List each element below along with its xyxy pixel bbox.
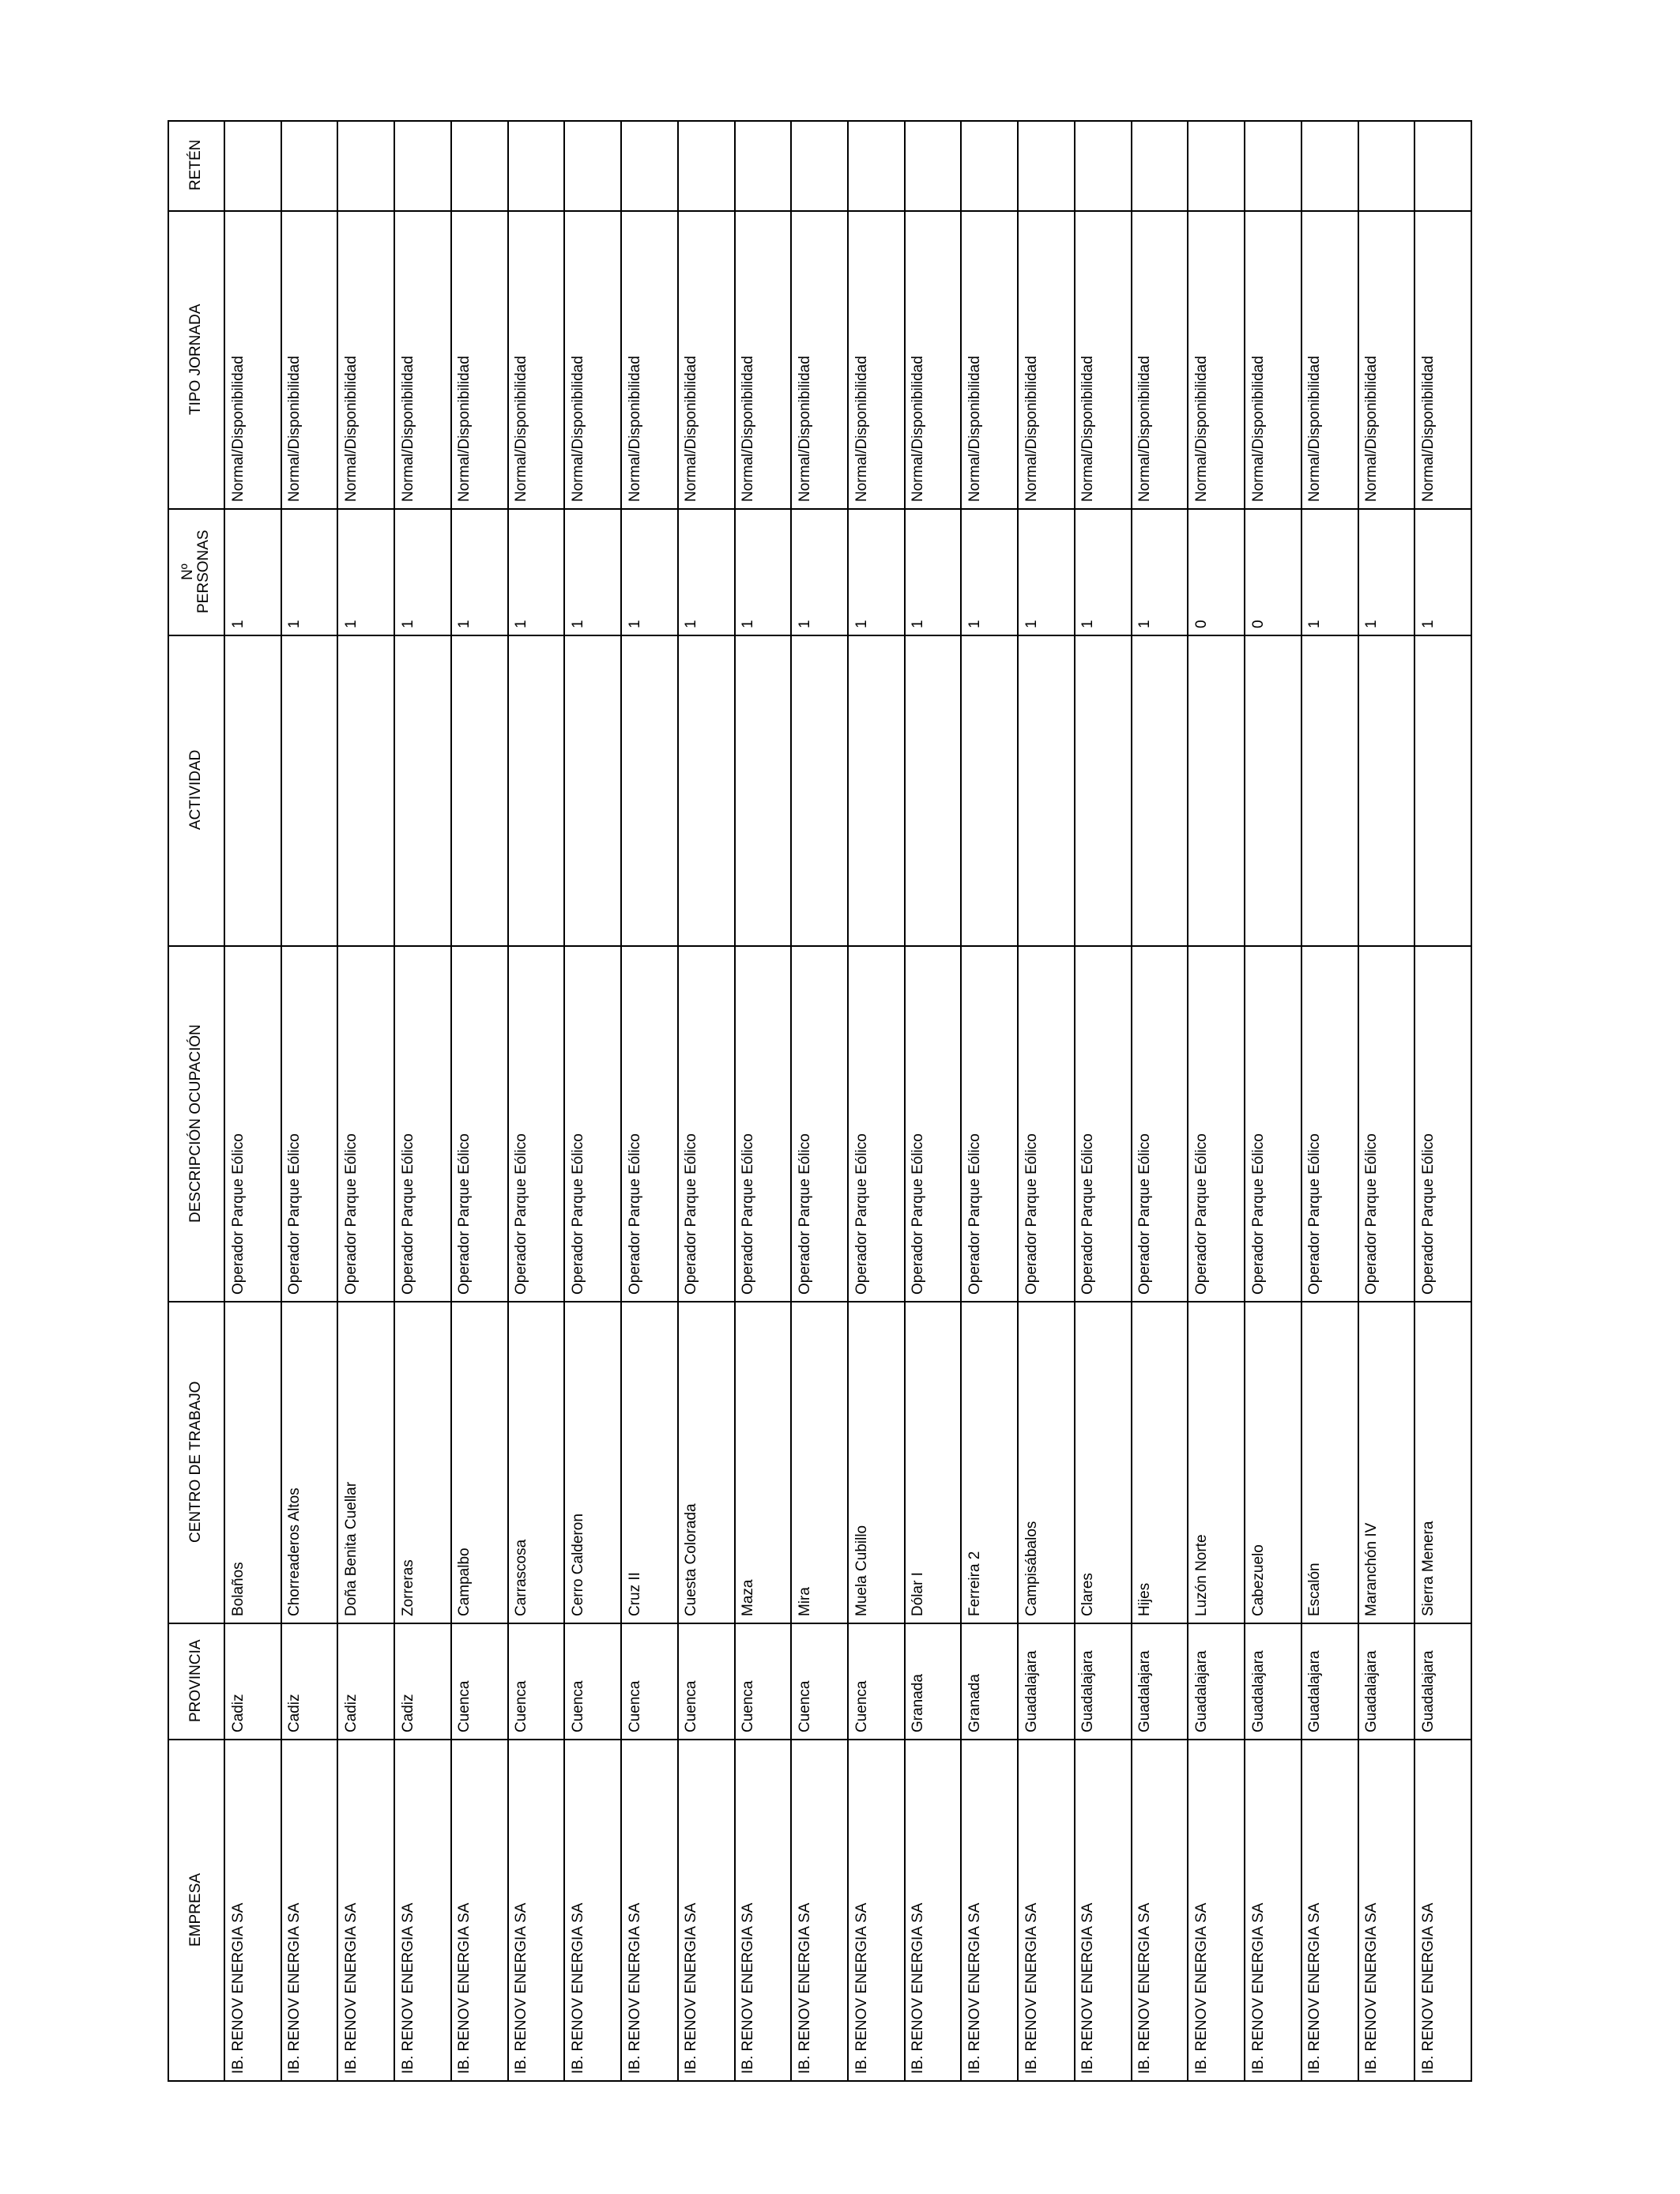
column-separator: [168, 635, 1471, 636]
header-descripcion: DESCRIPCIÓN OCUPACIÓN: [187, 1024, 204, 1223]
cell-centro: Maza: [740, 1579, 756, 1616]
cell-personas: 1: [797, 620, 813, 628]
row-separator: [337, 120, 338, 2080]
cell-tipo-jornada: Normal/Disponibilidad: [513, 356, 529, 502]
cell-personas: 1: [966, 620, 983, 628]
cell-tipo-jornada: Normal/Disponibilidad: [1363, 356, 1380, 502]
cell-tipo-jornada: Normal/Disponibilidad: [230, 356, 247, 502]
cell-provincia: Cuenca: [740, 1680, 756, 1732]
column-separator: [168, 1623, 1471, 1624]
cell-tipo-jornada: Normal/Disponibilidad: [740, 356, 756, 502]
cell-personas: 0: [1250, 620, 1267, 628]
cell-descripcion: Operador Parque Eólico: [230, 1133, 247, 1295]
cell-centro: Zorreras: [400, 1559, 416, 1616]
cell-descripcion: Operador Parque Eólico: [1193, 1133, 1210, 1295]
cell-tipo-jornada: Normal/Disponibilidad: [627, 356, 643, 502]
cell-descripcion: Operador Parque Eólico: [966, 1133, 983, 1295]
cell-provincia: Cuenca: [797, 1680, 813, 1732]
cell-centro: Chorreaderos Altos: [286, 1487, 303, 1616]
cell-centro: Cabezuelo: [1250, 1544, 1267, 1616]
cell-centro: Luzón Norte: [1193, 1534, 1210, 1616]
row-separator: [847, 120, 849, 2080]
cell-personas: 1: [286, 620, 303, 628]
row-separator: [1414, 120, 1415, 2080]
header-personas-line2: PERSONAS: [195, 530, 212, 613]
table-border-bottom: [168, 2080, 1471, 2082]
row-separator: [1131, 120, 1132, 2080]
cell-empresa: IB. RENOV ENERGIA SA: [1420, 1902, 1437, 2074]
cell-personas: 1: [513, 620, 529, 628]
cell-provincia: Cadiz: [230, 1694, 247, 1732]
cell-tipo-jornada: Normal/Disponibilidad: [286, 356, 303, 502]
cell-provincia: Granada: [966, 1674, 983, 1732]
cell-centro: Clares: [1079, 1573, 1096, 1616]
cell-provincia: Granada: [910, 1674, 926, 1732]
table-border-left: [168, 120, 169, 2080]
cell-provincia: Guadalajara: [1306, 1650, 1323, 1732]
header-personas-line1: Nº: [179, 564, 196, 580]
cell-personas: 1: [1363, 620, 1380, 628]
row-separator: [563, 120, 565, 2080]
cell-empresa: IB. RENOV ENERGIA SA: [570, 1902, 586, 2074]
cell-descripcion: Operador Parque Eólico: [286, 1133, 303, 1295]
cell-centro: Muela Cubillo: [853, 1525, 870, 1616]
cell-provincia: Guadalajara: [1193, 1650, 1210, 1732]
cell-centro: Escalón: [1306, 1563, 1323, 1616]
header-provincia: PROVINCIA: [187, 1639, 204, 1722]
cell-empresa: IB. RENOV ENERGIA SA: [456, 1902, 473, 2074]
cell-personas: 1: [1136, 620, 1153, 628]
cell-empresa: IB. RENOV ENERGIA SA: [1023, 1902, 1040, 2074]
row-separator: [1187, 120, 1188, 2080]
column-separator: [168, 1739, 1471, 1740]
cell-centro: Cruz II: [627, 1572, 643, 1616]
cell-tipo-jornada: Normal/Disponibilidad: [570, 356, 586, 502]
row-separator: [960, 120, 962, 2080]
row-separator: [904, 120, 906, 2080]
cell-tipo-jornada: Normal/Disponibilidad: [1136, 356, 1153, 502]
cell-personas: 0: [1193, 620, 1210, 628]
column-separator: [168, 1301, 1471, 1302]
cell-personas: 1: [570, 620, 586, 628]
cell-empresa: IB. RENOV ENERGIA SA: [230, 1902, 247, 2074]
row-separator: [281, 120, 282, 2080]
cell-personas: 1: [740, 620, 756, 628]
cell-provincia: Guadalajara: [1363, 1650, 1380, 1732]
cell-personas: 1: [343, 620, 360, 628]
row-separator: [1358, 120, 1359, 2080]
cell-empresa: IB. RENOV ENERGIA SA: [1363, 1902, 1380, 2074]
row-separator: [507, 120, 509, 2080]
cell-personas: 1: [1023, 620, 1040, 628]
cell-centro: Dólar I: [910, 1572, 926, 1616]
cell-tipo-jornada: Normal/Disponibilidad: [1420, 356, 1437, 502]
cell-descripcion: Operador Parque Eólico: [1079, 1133, 1096, 1295]
cell-empresa: IB. RENOV ENERGIA SA: [910, 1902, 926, 2074]
cell-descripcion: Operador Parque Eólico: [1023, 1133, 1040, 1295]
cell-personas: 1: [1079, 620, 1096, 628]
table-border-top: [168, 120, 1471, 122]
cell-empresa: IB. RENOV ENERGIA SA: [683, 1902, 699, 2074]
cell-centro: Cerro Calderon: [570, 1514, 586, 1616]
cell-empresa: IB. RENOV ENERGIA SA: [1079, 1902, 1096, 2074]
header-reten: RETÉN: [187, 139, 204, 190]
cell-personas: 1: [400, 620, 416, 628]
cell-descripcion: Operador Parque Eólico: [853, 1133, 870, 1295]
cell-personas: 1: [456, 620, 473, 628]
cell-descripcion: Operador Parque Eólico: [456, 1133, 473, 1295]
cell-tipo-jornada: Normal/Disponibilidad: [456, 356, 473, 502]
cell-tipo-jornada: Normal/Disponibilidad: [797, 356, 813, 502]
header-tipo-jornada: TIPO JORNADA: [187, 303, 204, 415]
cell-descripcion: Operador Parque Eólico: [1306, 1133, 1323, 1295]
cell-tipo-jornada: Normal/Disponibilidad: [966, 356, 983, 502]
header-separator: [224, 120, 225, 2080]
cell-descripcion: Operador Parque Eólico: [513, 1133, 529, 1295]
cell-tipo-jornada: Normal/Disponibilidad: [1079, 356, 1096, 502]
cell-provincia: Cadiz: [343, 1694, 360, 1732]
cell-personas: 1: [853, 620, 870, 628]
row-separator: [1017, 120, 1019, 2080]
row-separator: [790, 120, 792, 2080]
cell-provincia: Cuenca: [513, 1680, 529, 1732]
header-actividad: ACTIVIDAD: [187, 749, 204, 830]
cell-descripcion: Operador Parque Eólico: [570, 1133, 586, 1295]
cell-descripcion: Operador Parque Eólico: [343, 1133, 360, 1295]
row-separator: [1074, 120, 1075, 2080]
table-border-right: [1471, 120, 1472, 2082]
cell-descripcion: Operador Parque Eólico: [627, 1133, 643, 1295]
cell-provincia: Cadiz: [400, 1694, 416, 1732]
cell-descripcion: Operador Parque Eólico: [1250, 1133, 1267, 1295]
cell-empresa: IB. RENOV ENERGIA SA: [1250, 1902, 1267, 2074]
cell-centro: Campalbo: [456, 1547, 473, 1616]
cell-tipo-jornada: Normal/Disponibilidad: [910, 356, 926, 502]
cell-centro: Mira: [797, 1587, 813, 1616]
cell-provincia: Guadalajara: [1250, 1650, 1267, 1732]
cell-tipo-jornada: Normal/Disponibilidad: [1250, 356, 1267, 502]
row-separator: [677, 120, 679, 2080]
cell-descripcion: Operador Parque Eólico: [1363, 1133, 1380, 1295]
row-separator: [1301, 120, 1302, 2080]
cell-tipo-jornada: Normal/Disponibilidad: [683, 356, 699, 502]
cell-provincia: Cuenca: [627, 1680, 643, 1732]
cell-descripcion: Operador Parque Eólico: [683, 1133, 699, 1295]
cell-centro: Maranchón IV: [1363, 1522, 1380, 1616]
cell-centro: Carrascosa: [513, 1539, 529, 1616]
cell-empresa: IB. RENOV ENERGIA SA: [627, 1902, 643, 2074]
cell-empresa: IB. RENOV ENERGIA SA: [853, 1902, 870, 2074]
cell-empresa: IB. RENOV ENERGIA SA: [1136, 1902, 1153, 2074]
cell-centro: Cuesta Colorada: [683, 1503, 699, 1616]
row-separator: [450, 120, 452, 2080]
cell-centro: Hijes: [1136, 1582, 1153, 1616]
column-separator: [168, 945, 1471, 947]
cell-personas: 1: [910, 620, 926, 628]
cell-tipo-jornada: Normal/Disponibilidad: [1023, 356, 1040, 502]
cell-provincia: Cadiz: [286, 1694, 303, 1732]
cell-centro: Sierra Menera: [1420, 1521, 1437, 1616]
cell-empresa: IB. RENOV ENERGIA SA: [797, 1902, 813, 2074]
row-separator: [620, 120, 622, 2080]
cell-centro: Ferreira 2: [966, 1551, 983, 1616]
cell-centro: Doña Benita Cuellar: [343, 1481, 360, 1616]
cell-personas: 1: [230, 620, 247, 628]
cell-provincia: Guadalajara: [1136, 1650, 1153, 1732]
cell-provincia: Cuenca: [853, 1680, 870, 1732]
cell-provincia: Guadalajara: [1079, 1650, 1096, 1732]
cell-tipo-jornada: Normal/Disponibilidad: [1306, 356, 1323, 502]
row-separator: [394, 120, 395, 2080]
cell-empresa: IB. RENOV ENERGIA SA: [966, 1902, 983, 2074]
cell-tipo-jornada: Normal/Disponibilidad: [1193, 356, 1210, 502]
cell-centro: Campisábalos: [1023, 1521, 1040, 1616]
cell-personas: 1: [1420, 620, 1437, 628]
column-separator: [168, 210, 1471, 212]
cell-tipo-jornada: Normal/Disponibilidad: [853, 356, 870, 502]
cell-descripcion: Operador Parque Eólico: [400, 1133, 416, 1295]
cell-descripcion: Operador Parque Eólico: [740, 1133, 756, 1295]
cell-empresa: IB. RENOV ENERGIA SA: [513, 1902, 529, 2074]
cell-empresa: IB. RENOV ENERGIA SA: [740, 1902, 756, 2074]
cell-empresa: IB. RENOV ENERGIA SA: [343, 1902, 360, 2074]
cell-provincia: Cuenca: [570, 1680, 586, 1732]
cell-personas: 1: [627, 620, 643, 628]
row-separator: [1244, 120, 1245, 2080]
cell-descripcion: Operador Parque Eólico: [797, 1133, 813, 1295]
cell-centro: Bolaños: [230, 1562, 247, 1616]
cell-provincia: Guadalajara: [1023, 1650, 1040, 1732]
cell-provincia: Cuenca: [683, 1680, 699, 1732]
column-separator: [168, 508, 1471, 510]
cell-provincia: Guadalajara: [1420, 1650, 1437, 1732]
cell-personas: 1: [1306, 620, 1323, 628]
cell-personas: 1: [683, 620, 699, 628]
cell-descripcion: Operador Parque Eólico: [910, 1133, 926, 1295]
cell-empresa: IB. RENOV ENERGIA SA: [1306, 1902, 1323, 2074]
cell-empresa: IB. RENOV ENERGIA SA: [1193, 1902, 1210, 2074]
header-empresa: EMPRESA: [187, 1873, 204, 1947]
header-centro: CENTRO DE TRABAJO: [187, 1381, 204, 1543]
row-separator: [734, 120, 736, 2080]
cell-empresa: IB. RENOV ENERGIA SA: [286, 1902, 303, 2074]
cell-tipo-jornada: Normal/Disponibilidad: [343, 356, 360, 502]
cell-descripcion: Operador Parque Eólico: [1420, 1133, 1437, 1295]
cell-provincia: Cuenca: [456, 1680, 473, 1732]
cell-empresa: IB. RENOV ENERGIA SA: [400, 1902, 416, 2074]
cell-tipo-jornada: Normal/Disponibilidad: [400, 356, 416, 502]
cell-descripcion: Operador Parque Eólico: [1136, 1133, 1153, 1295]
